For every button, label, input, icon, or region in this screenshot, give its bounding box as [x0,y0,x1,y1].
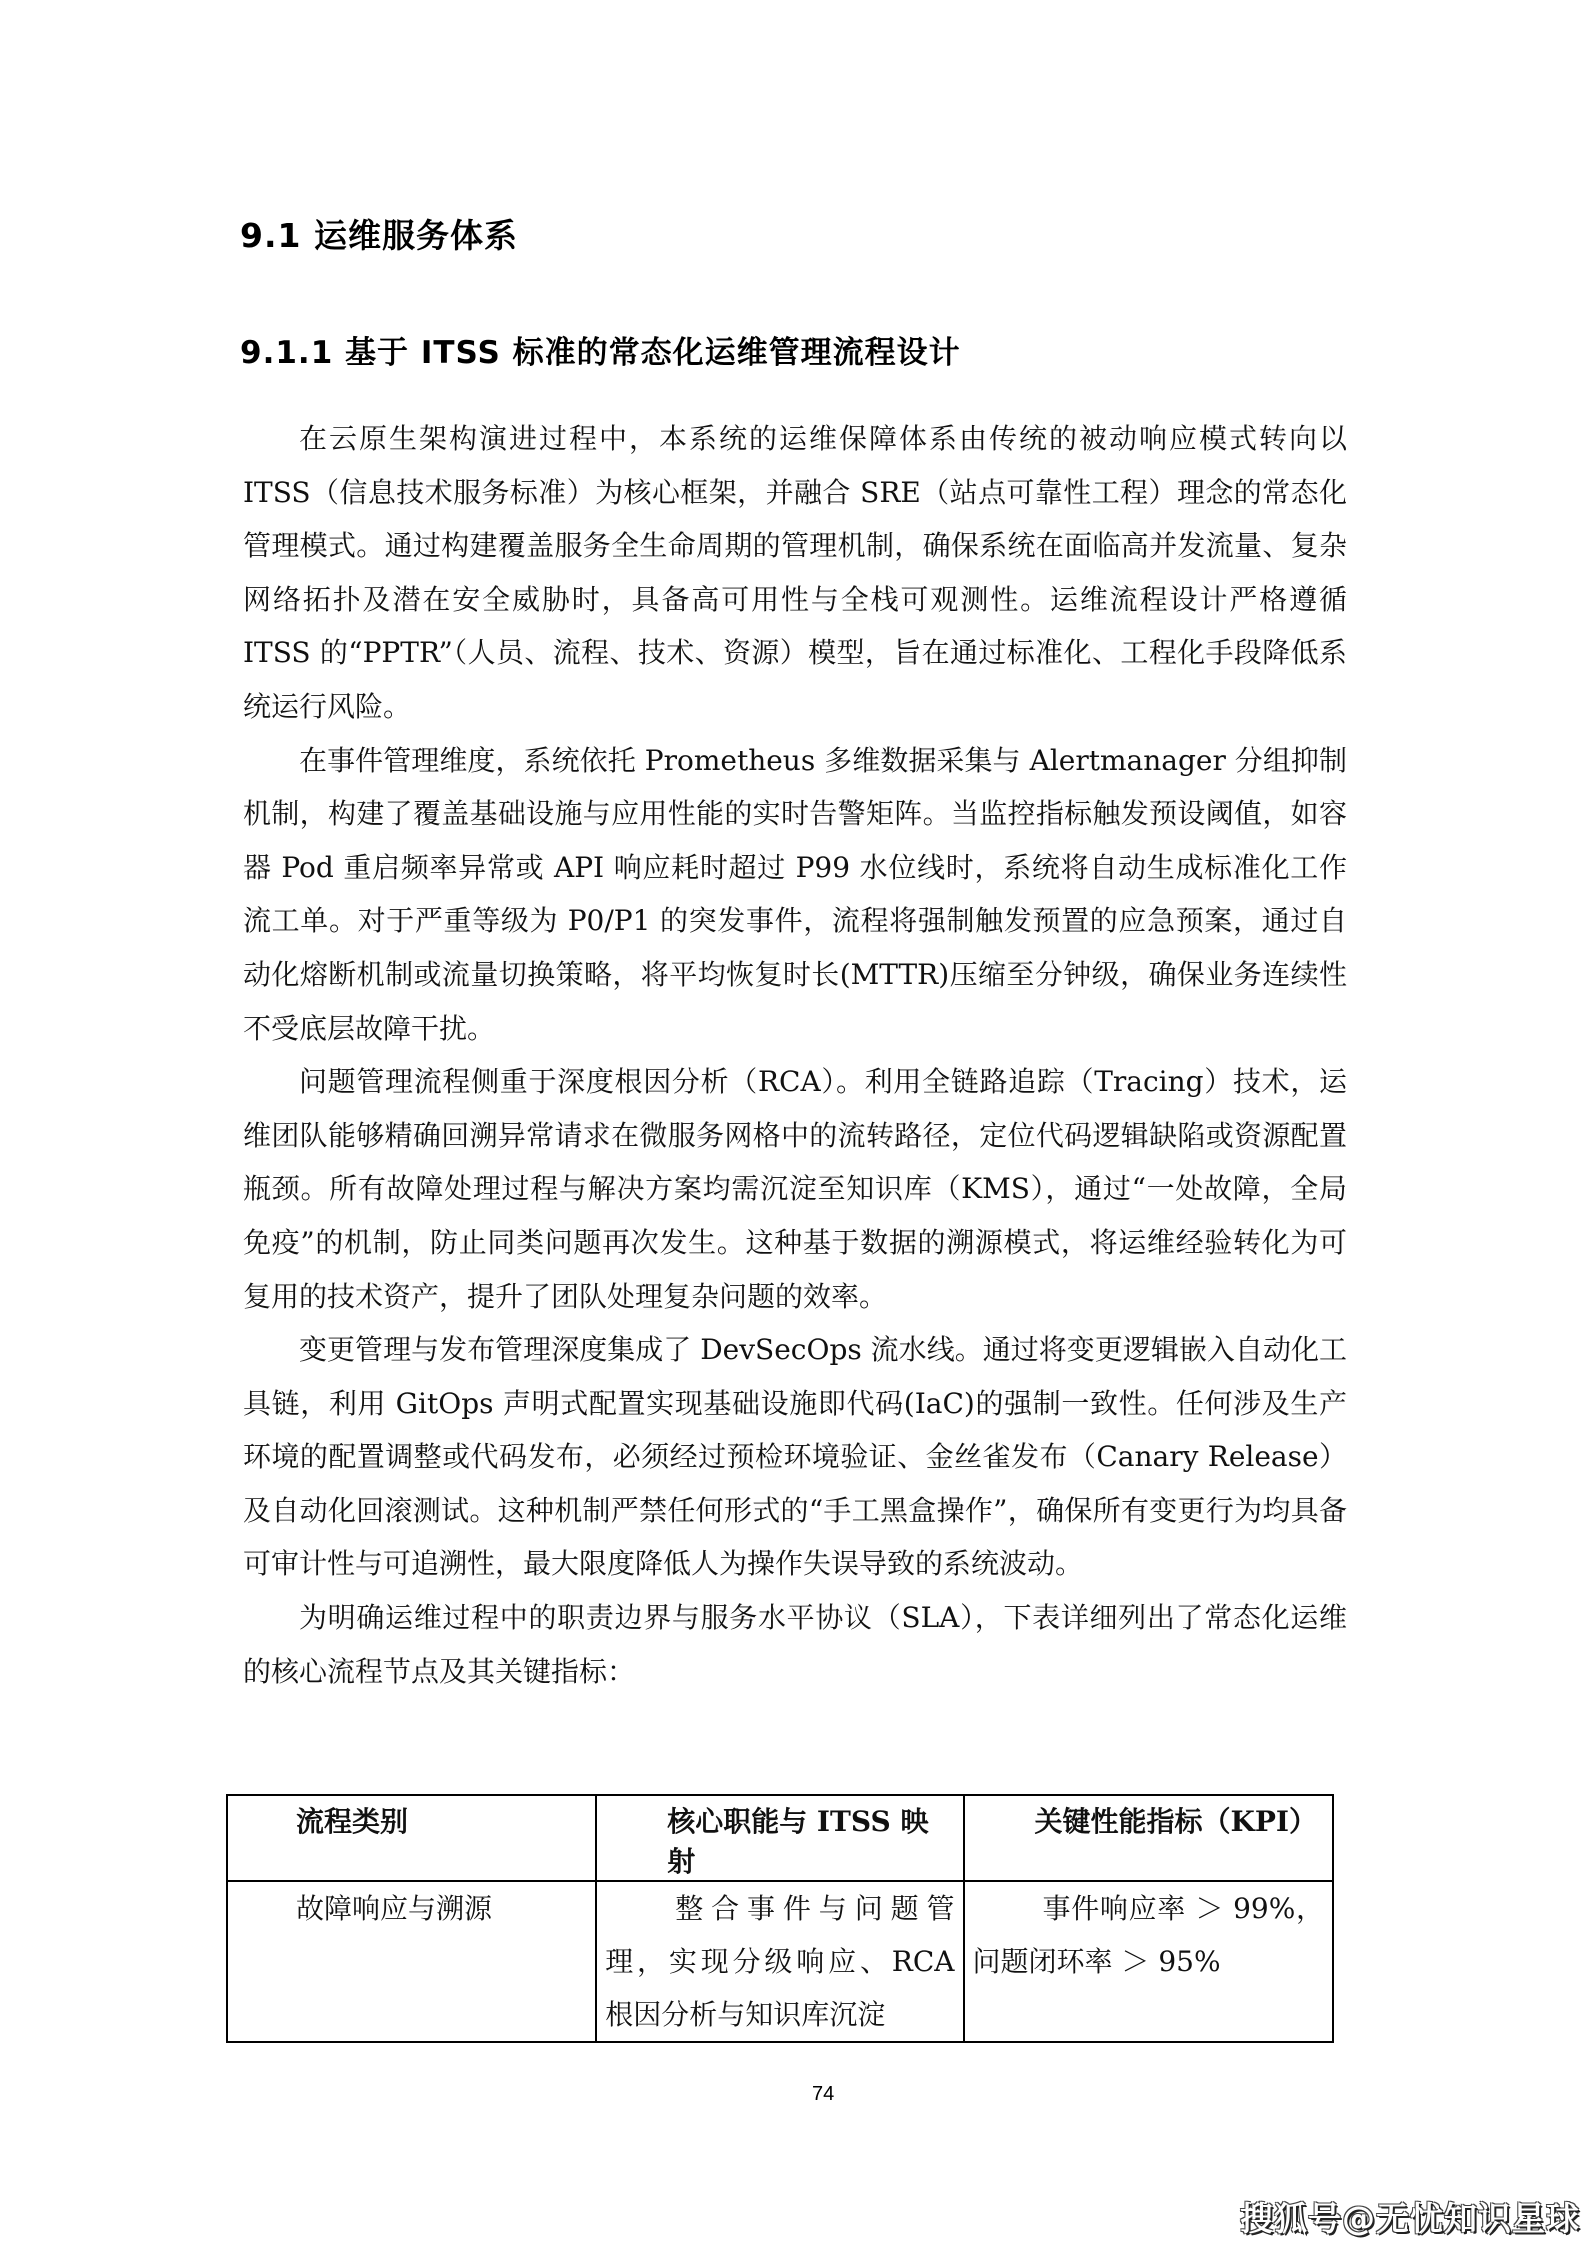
cell-function [596,1881,963,2042]
watermark: 搜狐号@无忧知识星球 [1240,2199,1580,2238]
header-core-function: 核心职能与 ITSS 映射 [596,1795,963,1881]
subsection-heading: 9.1.1 基于 ITSS 标准的常态化运维管理流程设计 [240,335,961,371]
cell-category: 故障响应与溯源 [227,1881,596,2042]
cell-kpi [964,1881,1333,2042]
page-number: 74 [812,2083,835,2105]
cell-function-text: 整合事件与问题管理，实现分级响应、RCA 根因分析与知识库沉淀 [605,1892,955,2031]
kpi-table [226,1794,1334,2043]
header-process-category: 流程类别 [227,1795,596,1881]
paragraph-change-management: 变更管理与发布管理深度集成了 DevSecOps 流水线。通过将变更逻辑嵌入自动化工具链，利用 GitOps 声明式配置实现基础设施即代码(IaC)的强制一致性。任何涉及生产环境的配置调整或代码发布，必须经过预检环境验证、金丝雀发布（Canary Release）及自动化回滚测试。这种机制严禁任何形式的“手工黑盒操作”，确保所有变更行为均具备可审计性与可追溯性，最大限度降低人为操作失误导致的系统波动。 [243,1333,1347,1581]
section-heading: 9.1 运维服务体系 [240,216,518,255]
table-row [227,1881,1333,2042]
header-kpi: 关键性能指标（KPI） [964,1795,1333,1881]
cell-kpi-text: 事件响应率 ＞ 99%，问题闭环率 ＞ 95% [972,1892,1324,1978]
body-text [243,412,1347,1698]
paragraph-event-management: 在事件管理维度，系统依托 Prometheus 多维数据采集与 Alertmanager 分组抑制机制，构建了覆盖基础设施与应用性能的实时告警矩阵。当监控指标触发预设阈值，如容器 Pod 重启频率异常或 API 响应耗时超过 P99 水位线时，系统将自动生成标准化工作流工单。对于严重等级为 P0/P1 的突发事件，流程将强制触发预置的应急预案，通过自动化熔断机制或流量切换策略，将平均恢复时长(MTTR)压缩至分钟级，确保业务连续性不受底层故障干扰。 [243,743,1347,1045]
paragraph-problem-management: 问题管理流程侧重于深度根因分析（RCA）。利用全链路追踪（Tracing）技术，运维团队能够精确回溯异常请求在微服务网格中的流转路径，定位代码逻辑缺陷或资源配置瓶颈。所有故障处理过程与解决方案均需沉淀至知识库（KMS），通过“一处故障，全局免疫”的机制，防止同类问题再次发生。这种基于数据的溯源模式，将运维经验转化为可复用的技术资产，提升了团队处理复杂问题的效率。 [243,1065,1347,1313]
table-header-row [227,1795,1333,1881]
paragraph-itss-framework: 在云原生架构演进过程中，本系统的运维保障体系由传统的被动响应模式转向以 ITSS（信息技术服务标准）为核心框架，并融合 SRE（站点可靠性工程）理念的常态化管理模式。通过构建覆盖服务全生命周期的管理机制，确保系统在面临高并发流量、复杂网络拓扑及潜在安全威胁时，具备高可用性与全栈可观测性。运维流程设计严格遵循 ITSS 的“PPTR”（人员、流程、技术、资源）模型，旨在通过标准化、工程化手段降低系统运行风险。 [243,422,1347,723]
paragraph-table-intro: 为明确运维过程中的职责边界与服务水平协议（SLA），下表详细列出了常态化运维的核心流程节点及其关键指标： [243,1601,1347,1688]
